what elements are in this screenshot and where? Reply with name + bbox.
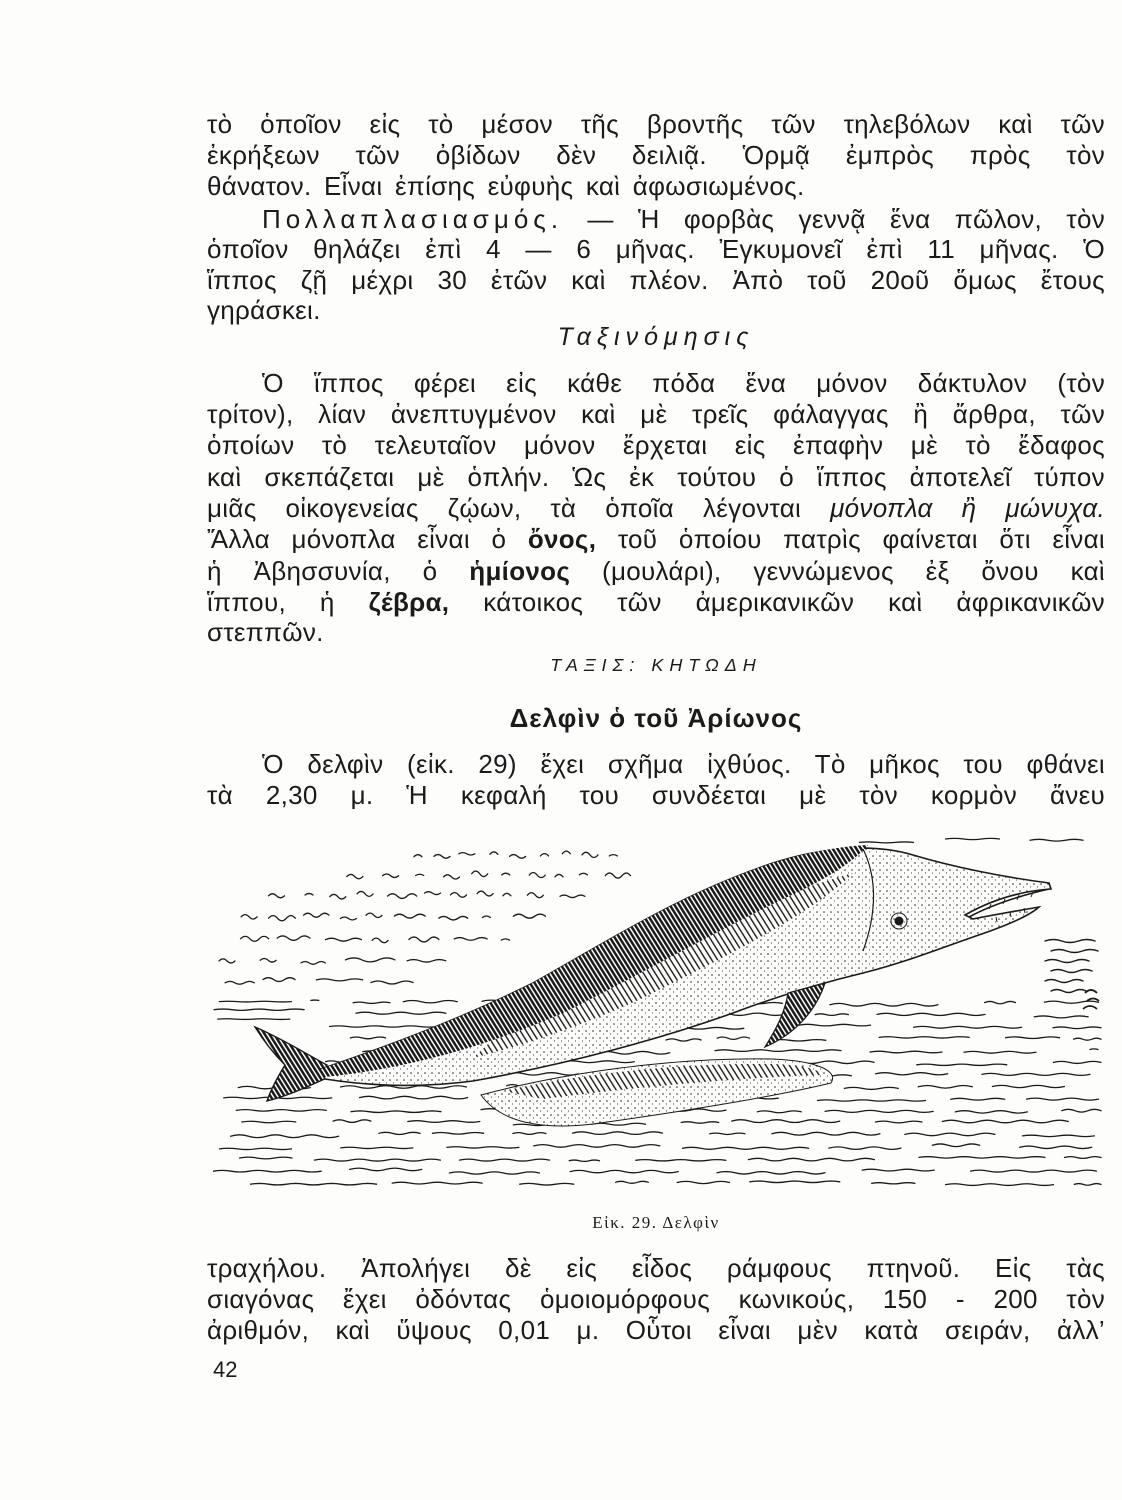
wave-stroke [347, 874, 363, 878]
wave-stroke [772, 1132, 880, 1135]
wave-stroke [510, 855, 526, 859]
wave-stroke [732, 1120, 840, 1123]
wave-stroke [879, 1037, 969, 1038]
wave-stroke [992, 1085, 1064, 1087]
wave-stroke [1051, 970, 1092, 973]
wave-stroke [240, 1157, 293, 1159]
text-run: μιᾶς οἰκογενείας ζῴων, τὰ ὁποῖα λέγονται [207, 493, 802, 523]
wave-stroke [360, 1096, 468, 1099]
wave-stroke [490, 852, 498, 854]
wave-stroke [408, 1121, 480, 1123]
body-text-line [207, 587, 1105, 617]
wave-stroke [444, 875, 460, 879]
wave-stroke [529, 873, 545, 878]
body-text-line [207, 493, 1105, 523]
wave-stroke [379, 1132, 420, 1134]
dolphin-illustration [213, 833, 1103, 1190]
wave-stroke [513, 1133, 546, 1135]
body-text-line: ὁποῖον θηλάζει ἐπὶ 4 — 6 μῆνας. Ἐγκυμονεῖ ἐπὶ 11 μῆνας. Ὁ [207, 234, 1105, 264]
wave-stroke [447, 1147, 519, 1148]
wave-stroke [1027, 1098, 1099, 1100]
wave-stroke [482, 916, 490, 918]
wave-stroke [955, 1111, 1027, 1113]
wave-stroke [985, 1001, 1016, 1003]
wave-stroke [677, 1181, 729, 1183]
wave-stroke [825, 1110, 933, 1112]
dolphin [255, 845, 1051, 1101]
bold-term: ὄνος, [527, 524, 597, 554]
wave-stroke [717, 1037, 749, 1039]
wave-stroke [304, 913, 330, 917]
wave-stroke [263, 978, 295, 982]
body-text-line: γηράσκει. [207, 295, 321, 325]
wave-stroke [371, 981, 413, 984]
wave-stroke [472, 871, 488, 877]
wave-stroke [503, 893, 511, 895]
wave-stroke [1030, 839, 1083, 841]
wave-stroke [605, 873, 630, 878]
body-text-line: ἵππος ζῇ μέχρι 30 ἐτῶν καὶ πλέον. Ἀπὸ τοῦ 20οῦ ὅμως ἔτους [207, 265, 1105, 295]
body-text-line [207, 524, 1105, 554]
body-text-line [262, 204, 1105, 234]
wave-stroke [449, 1172, 539, 1174]
wave-stroke [616, 1181, 649, 1183]
body-text-line: στεππῶν. [207, 617, 324, 647]
page-number: 42 [213, 1357, 238, 1382]
wave-stroke [569, 1160, 599, 1161]
wave-stroke [236, 1110, 326, 1112]
wave-stroke [414, 855, 422, 857]
body-text-line: καὶ σκεπάζεται μὲ ὁπλήν. Ὡς ἐκ τούτου ὁ ἵππος ἀποτελεῖ τύπον [207, 462, 1105, 492]
wave-stroke [305, 893, 313, 895]
wave-stroke [260, 959, 276, 963]
section-subheading: Ταξινόμησις [557, 323, 755, 351]
wave-stroke [876, 1073, 948, 1075]
wave-stroke [502, 873, 510, 875]
wave-stroke [799, 1024, 871, 1026]
wave-stroke [394, 914, 425, 918]
dolphin-tail-fluke [255, 1027, 329, 1101]
wave-stroke [454, 938, 487, 941]
wave-stroke [213, 1170, 321, 1172]
wave-stroke [1051, 990, 1086, 993]
wave-stroke [350, 1168, 422, 1171]
wave-stroke [609, 855, 617, 856]
wave-stroke [439, 916, 468, 920]
wave-stroke [1045, 980, 1083, 983]
text-run: κάτοικος τῶν ἀμερικανικῶν καὶ ἀφρικανικῶν [483, 587, 1105, 617]
wave-stroke [562, 851, 570, 854]
wave-stroke [403, 1001, 457, 1003]
wave-stroke [333, 1120, 371, 1123]
wave-stroke [555, 874, 563, 876]
figure-caption: Εἰκ. 29. Δελφὶν [592, 1213, 720, 1232]
wave-stroke [353, 1002, 390, 1003]
wave-stroke [409, 937, 439, 942]
splash-stroke [1083, 990, 1099, 1009]
text-run: τοῦ ὁποίου πατρὶς φαίνεται ὅτι εἶναι [617, 524, 1105, 554]
wave-stroke [1074, 1038, 1102, 1040]
wave-stroke [225, 981, 254, 984]
wave-stroke [350, 1037, 385, 1039]
wave-stroke [870, 1051, 942, 1053]
wave-stroke [573, 1132, 663, 1135]
wave-stroke [875, 1121, 922, 1123]
wave-stroke [477, 891, 493, 896]
wave-stroke [964, 1051, 1036, 1053]
wave-stroke [277, 936, 310, 940]
wave-stroke [942, 1120, 1068, 1123]
wave-stroke [356, 1012, 446, 1014]
run-in-heading: Πολλαπλασιασμός. [262, 204, 564, 234]
text-run: Ἄλλα μόνοπλα εἶναι ὁ [207, 524, 507, 554]
wave-stroke [666, 1039, 701, 1041]
body-text-line: τὰ 2,30 μ. Ἡ κεφαλή του συνδέεται μὲ τὸν κορμὸν ἄνευ [207, 780, 1105, 810]
wave-stroke [681, 1122, 719, 1123]
wave-stroke [372, 938, 388, 943]
wave-stroke [241, 936, 269, 941]
wave-stroke [582, 852, 598, 857]
text-run: — Ἡ φορβὰς γεννᾷ ἕνα πῶλον, τὸν [587, 204, 1105, 234]
wave-stroke [416, 874, 424, 875]
wave-stroke [862, 1169, 934, 1171]
wave-stroke [346, 958, 396, 962]
dolphin-eye [895, 917, 904, 926]
wave-stroke [636, 1160, 726, 1161]
wave-stroke [1074, 1184, 1101, 1186]
wave-stroke [919, 1157, 1045, 1158]
wave-stroke [1045, 940, 1095, 943]
wave-stroke [219, 959, 235, 963]
wave-stroke [341, 1147, 413, 1148]
wave-stroke [877, 1013, 985, 1015]
wave-stroke [513, 914, 545, 918]
bold-term: ζέβρα, [368, 587, 450, 617]
wave-stroke [750, 1181, 840, 1183]
wave-stroke [520, 1183, 574, 1185]
wave-stroke [219, 1001, 291, 1002]
wave-stroke [717, 1172, 825, 1175]
wave-stroke [357, 891, 373, 896]
wave-stroke [917, 1064, 1007, 1065]
body-text-line: Ὁ δελφὶν (εἰκ. 29) ἔχει σχῆμα ἰχθύος. Τὸ μῆκος του φθάνει [262, 749, 1105, 779]
wave-stroke [818, 1100, 926, 1101]
wave-stroke [434, 855, 450, 859]
body-text-line: θάνατον. Εἶναι ἐπίσης εὐφυὴς καὶ ἀφωσιωμένος. [207, 171, 805, 201]
wave-stroke [859, 842, 913, 843]
wave-stroke [241, 915, 257, 919]
wave-stroke [946, 838, 1000, 839]
body-text-line: ὁποίων τὸ τελευταῖον μόνον ἔρχεται εἰς ἐπαφὴν μὲ τὸ ἔδαφος [207, 430, 1105, 460]
wave-stroke [830, 1003, 938, 1006]
wave-stroke [231, 1135, 339, 1138]
body-text-line: τρίτον), λίαν ἀνεπτυγμένον καὶ μὲ τρεῖς φάλαγγας ἢ ἄρθρα, τῶν [207, 399, 1105, 429]
wave-stroke [1090, 1049, 1098, 1050]
body-text-line: τὸ ὁποῖον εἰς τὸ μέσον τῆς βροντῆς τῶν τηλεβόλων καὶ τῶν [207, 109, 1105, 139]
wave-stroke [330, 894, 346, 899]
wave-stroke [683, 1147, 809, 1149]
wave-stroke [214, 1009, 304, 1010]
bold-term: ἡμίονος [469, 556, 571, 586]
wave-stroke [562, 1061, 634, 1063]
body-text-line: ἐκρήξεων τῶν ὀβίδων δὲν δειλιᾷ. Ὁρμᾷ ἐμπρὸς πρὸς τὸν [207, 140, 1105, 170]
wave-stroke [351, 1111, 441, 1113]
wave-stroke [501, 939, 509, 940]
wave-stroke [407, 960, 446, 963]
wave-stroke [710, 1133, 745, 1134]
wave-stroke [388, 894, 417, 899]
wave-stroke [757, 1111, 801, 1113]
wave-stroke [316, 979, 362, 981]
wave-stroke [269, 894, 285, 898]
wave-stroke [218, 1019, 290, 1020]
wave-stroke [459, 853, 475, 855]
wave-stroke [918, 1086, 972, 1089]
wave-stroke [946, 1184, 1054, 1186]
wave-stroke [1053, 1027, 1101, 1029]
text-run: ἵππου, ἡ [207, 587, 335, 617]
wave-stroke [844, 1087, 898, 1089]
wave-stroke [1034, 1016, 1088, 1018]
wave-stroke [432, 1133, 483, 1135]
wave-stroke [314, 1159, 440, 1161]
water-splash [1083, 990, 1099, 1009]
wave-stroke [451, 893, 467, 898]
wave-stroke [392, 1182, 482, 1184]
wave-stroke [872, 1183, 915, 1184]
wave-stroke [220, 1148, 292, 1149]
wave-stroke [251, 1183, 377, 1185]
wave-stroke [715, 1050, 841, 1052]
wave-stroke [301, 962, 325, 965]
wave-stroke [330, 1026, 438, 1027]
wave-stroke [971, 1170, 1097, 1172]
text-run: (μουλάρι), γεννώμενος ἐξ ὄνου καὶ [602, 556, 1105, 586]
wave-stroke [383, 874, 399, 877]
wave-stroke [242, 1121, 296, 1123]
section-heading: Δελφὶν ὁ τοῦ Ἀρίωνος [509, 703, 803, 733]
wave-stroke [905, 1133, 995, 1136]
wave-stroke [541, 854, 549, 856]
wave-stroke [1006, 1037, 1060, 1039]
wave-stroke [1062, 1109, 1101, 1112]
wave-stroke [951, 1098, 1005, 1100]
wave-stroke [425, 892, 441, 895]
body-text-line: Ὁ ἵππος φέρει εἰς κάθε πόδα ἕνα μόνον δάκτυλον (τὸν [262, 368, 1105, 398]
wave-stroke [748, 1158, 874, 1161]
body-text-line: ἀριθμόν, καὶ ὕψους 0,01 μ. Οὗτοι εἶναι μὲν κατὰ σειράν, ἀλλ’ [207, 1315, 1105, 1345]
wave-stroke [534, 1145, 660, 1148]
wave-stroke [829, 1147, 901, 1150]
order-label: ΤΑΞΙΣ: ΚΗΤΩΔΗ [550, 655, 762, 675]
wave-stroke [1020, 1146, 1092, 1149]
wave-stroke [1044, 1001, 1098, 1003]
body-text-line: σιαγόνας ἔχει ὀδόντας ὁμοιομόρφους κωνικούς, 150 - 200 τὸν [207, 1284, 1105, 1314]
wave-stroke [366, 913, 382, 917]
wave-stroke [982, 1073, 1090, 1075]
wave-stroke [460, 1159, 550, 1161]
wave-stroke [570, 1170, 678, 1172]
wave-stroke [579, 873, 587, 875]
wave-stroke [1045, 960, 1089, 963]
wave-stroke [560, 895, 585, 898]
wave-stroke [1054, 1061, 1101, 1063]
body-text-line: τραχήλου. Ἀπολήγει δὲ εἰς εἶδος ράμφους πτηνοῦ. Εἰς τὰς [207, 1253, 1105, 1283]
italic-term: μόνοπλα ἢ μώνυχα. [830, 493, 1106, 523]
wave-stroke [326, 938, 362, 941]
wave-stroke [1022, 1135, 1094, 1136]
wave-stroke [932, 1144, 979, 1147]
wave-stroke [527, 893, 543, 898]
body-text-line [207, 556, 1105, 586]
wave-stroke [269, 916, 296, 921]
wave-stroke [340, 917, 356, 920]
wave-stroke [815, 1014, 848, 1016]
wave-stroke [1051, 950, 1098, 953]
text-run: ἡ Ἀβησσυνία, ὁ [207, 556, 438, 586]
wave-stroke [1065, 1157, 1102, 1159]
wave-stroke [914, 1026, 1022, 1028]
